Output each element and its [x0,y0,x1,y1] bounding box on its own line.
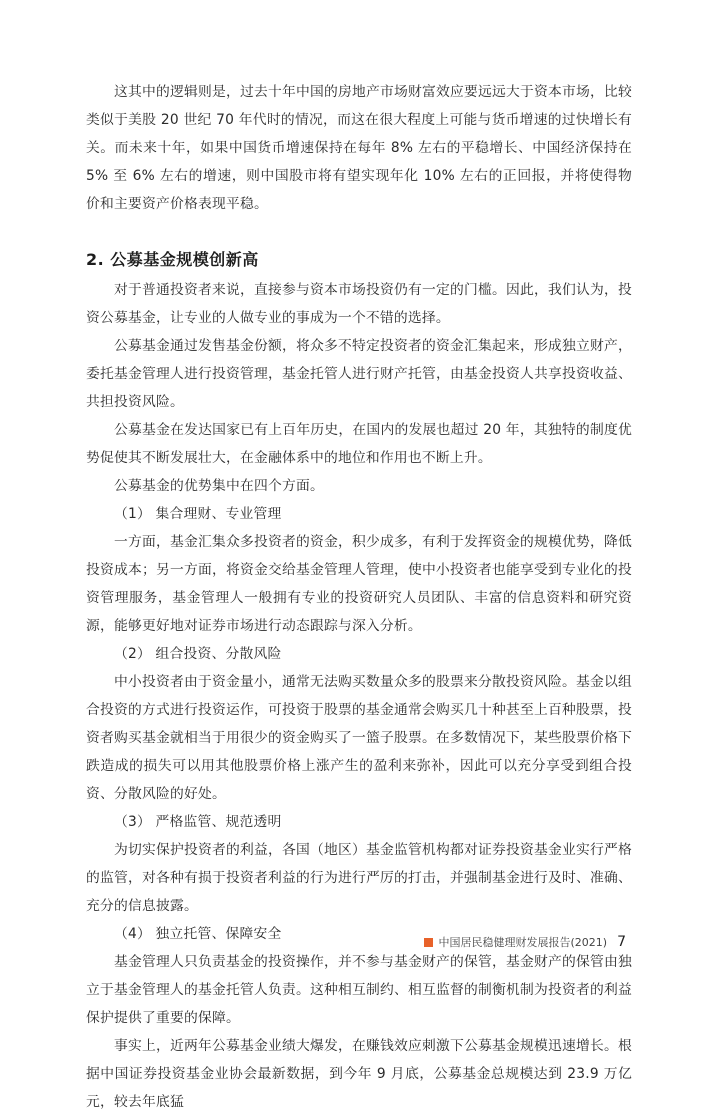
subheading: （4） 独立托管、保障安全 [114,926,282,942]
subheading: （2） 组合投资、分散风险 [114,646,282,662]
footer-square-icon [424,938,433,947]
paragraph: 事实上，近两年公募基金业绩大爆发，在赚钱效应刺激下公募基金规模迅速增长。根据中国证券投资基金业协会最新数据，到今年 9 月底，公募基金总规模达到 23.9 万亿元，较去年底猛 [86,1038,632,1110]
paragraph: 中小投资者由于资金量小，通常无法购买数量众多的股票来分散投资风险。基金以组合投资的方式进行投资运作，可投资于股票的基金通常会购买几十种甚至上百种股票，投资者购买基金就相当于用很少的资金购买了一篮子股票。在多数情况下，某些股票价格下跌造成的损失可以用其他股票价格上涨产生的盈利来弥补，因此可以充分享受到组合投资、分散风险的好处。 [86,674,632,802]
page-number: 7 [617,934,626,950]
paragraph: 为切实保护投资者的利益，各国（地区）基金监管机构都对证券投资基金业实行严格的监管，对各种有损于投资者利益的行为进行严厉的打击，并强制基金进行及时、准确、充分的信息披露。 [86,842,632,914]
paragraph: 一方面，基金汇集众多投资者的资金，积少成多，有利于发挥资金的规模优势，降低投资成本；另一方面，将资金交给基金管理人管理，使中小投资者也能享受到专业化的投资管理服务，基金管理人一般拥有专业的投资研究人员团队、丰富的信息资料和研究资源，能够更好地对证券市场进行动态跟踪与深入分析。 [86,534,632,634]
paragraph: 公募基金在发达国家已有上百年历史，在国内的发展也超过 20 年，其独特的制度优势促使其不断发展壮大，在金融体系中的地位和作用也不断上升。 [86,422,632,466]
subheading: （3） 严格监管、规范透明 [114,814,282,830]
footer-report-title: 中国居民稳健理财发展报告(2021) [438,936,608,949]
paragraph: 公募基金通过发售基金份额，将众多不特定投资者的资金汇集起来，形成独立财产，委托基金管理人进行投资管理，基金托管人进行财产托管，由基金投资人共享投资收益、共担投资风险。 [86,338,632,410]
subheading: （1） 集合理财、专业管理 [114,506,282,522]
page-content [86,78,632,1116]
intro-paragraph: 这其中的逻辑则是，过去十年中国的房地产市场财富效应要远远大于资本市场，比较类似于美股 20 世纪 70 年代时的情况，而这在很大程度上可能与货币增速的过快增长有关。而未来十年，如果中国货币增速保持在每年 8% 左右的平稳增长、中国经济保持在 5% 至 6% 左右的增速，则中国股市将有望实现年化 10% 左右的正回报，并将使得物价和主要资产价格表现平稳。 [86,84,632,212]
page-footer [424,934,627,950]
paragraph: 公募基金的优势集中在四个方面。 [114,478,324,494]
section-heading: 2. 公募基金规模创新高 [86,250,259,269]
paragraph: 基金管理人只负责基金的投资操作，并不参与基金财产的保管，基金财产的保管由独立于基金管理人的基金托管人负责。这种相互制约、相互监督的制衡机制为投资者的利益保护提供了重要的保障。 [86,954,632,1026]
paragraph: 对于普通投资者来说，直接参与资本市场投资仍有一定的门槛。因此，我们认为，投资公募基金，让专业的人做专业的事成为一个不错的选择。 [86,282,632,326]
